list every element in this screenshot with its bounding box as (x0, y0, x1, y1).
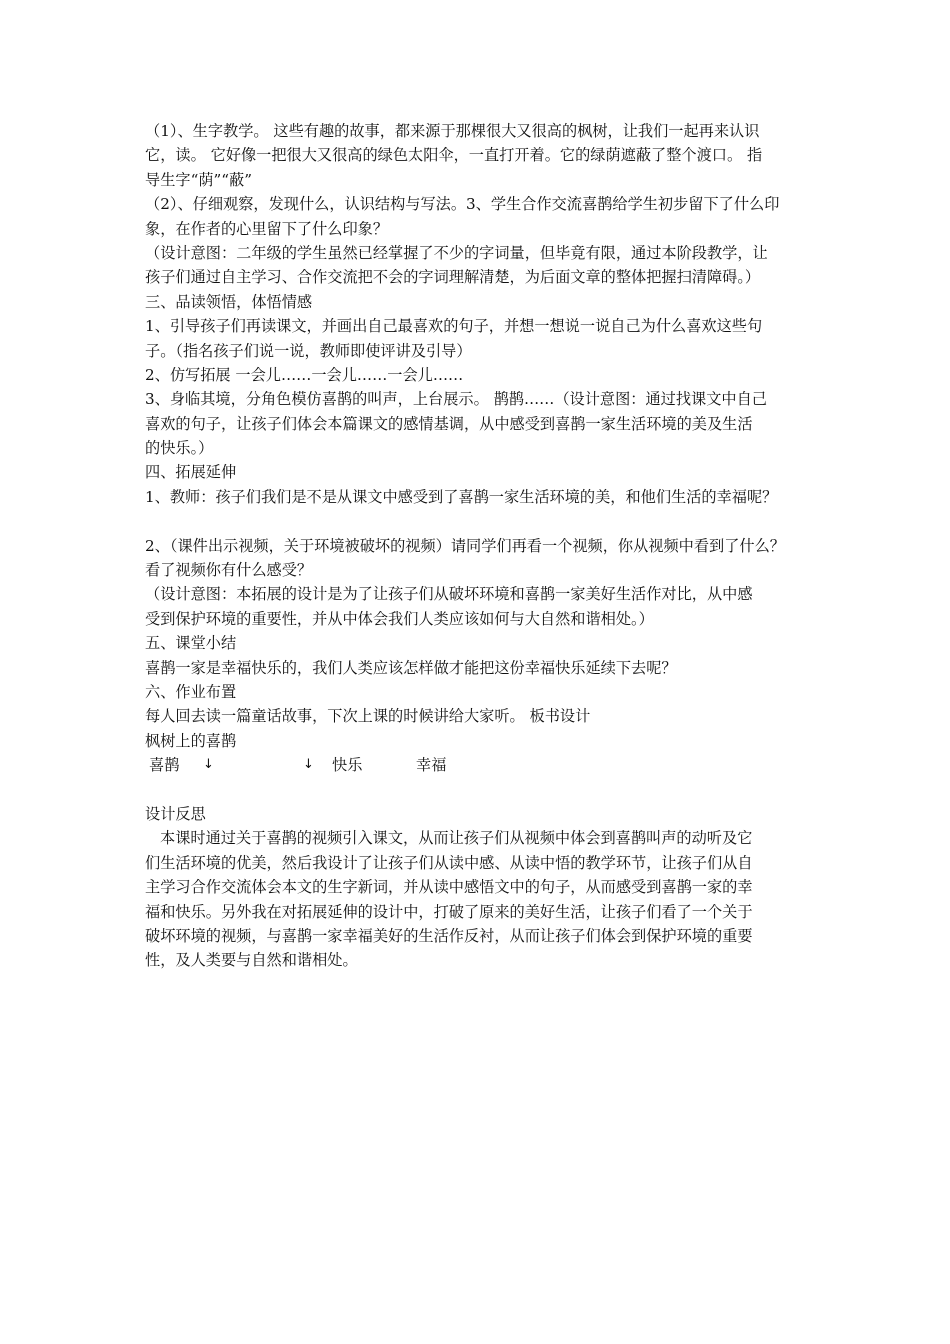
section-heading: 六、作业布置 (145, 682, 237, 701)
section-heading: 三、品读领悟，体悟情感 (145, 292, 313, 311)
section-heading: 四、拓展延伸 (145, 463, 237, 482)
text-line: 看了视频你有什么感受？ (145, 561, 313, 580)
section-heading: 五、课堂小结 (145, 634, 237, 653)
text-line: 导生字“荫”“蔽” (145, 170, 252, 189)
reflection-title: 设计反思 (145, 804, 206, 823)
text-line: 受到保护环境的重要性，并从中体会我们人类应该如何与大自然和谐相处。） (145, 609, 654, 628)
reflection-line: 们生活环境的优美，然后我设计了让孩子们从读中感、从读中悟的教学环节，让孩子们从自 (145, 853, 753, 872)
board-word-xingfu: 幸福 (416, 756, 447, 775)
text-line: 每人回去读一篇童话故事，下次上课的时候讲给大家听。 板书设计 (145, 707, 591, 726)
text-line: 1、教师：孩子们我们是不是从课文中感受到了喜鹊一家生活环境的美，和他们生活的幸福呢？ (145, 487, 778, 506)
blank-line (145, 778, 825, 802)
down-arrow-icon: ↓ (203, 757, 214, 773)
text-line: 的快乐。） (145, 439, 214, 458)
text-line: （设计意图：二年级的学生虽然已经掌握了不少的字词量，但毕竟有限，通过本阶段教学，让 (145, 243, 768, 262)
text-line: 喜欢的句子，让孩子们体会本篇课文的感情基调，从中感受到喜鹊一家生活环境的美及生活 (145, 414, 753, 433)
text-line: 2、（课件出示视频，关于环境被破坏的视频）请同学们再看一个视频，你从视频中看到了什么？ (145, 536, 785, 555)
text-line: 2、仿写拓展 一会儿……一会儿……一会儿…… (145, 365, 464, 384)
text-line: 子。（指名孩子们说一说，教师即使评讲及引导） (145, 341, 472, 360)
board-title: 枫树上的喜鹊 (145, 731, 237, 750)
text-line: 象，在作者的心里留下了什么印象？ (145, 219, 388, 238)
board-word-kuaile: 快乐 (332, 756, 363, 775)
reflection-line: 破坏环境的视频，与喜鹊一家幸福美好的生活作反衬，从而让孩子们体会到保护环境的重要 (145, 926, 753, 945)
reflection-line: 主学习合作交流体会本文的生字新词，并从读中感悟文中的句子，从而感受到喜鹊一家的幸 (145, 878, 753, 897)
text-line: 孩子们通过自主学习、合作交流把不会的字词理解清楚，为后面文章的整体把握扫清障碍。） (145, 268, 761, 287)
reflection-line: 本课时通过关于喜鹊的视频引入课文，从而让孩子们从视频中体会到喜鹊叫声的动听及它 (160, 829, 753, 848)
text-line: （设计意图：本拓展的设计是为了让孩子们从破坏环境和喜鹊一家美好生活作对比，从中感 (145, 585, 753, 604)
text-line: 它，读。 它好像一把很大又很高的绿色太阳伞，一直打开着。它的绿荫遮蔽了整个渡口。 指 (145, 146, 763, 165)
text-line: 1、引导孩子们再读课文，并画出自己最喜欢的句子，并想一想说一说自己为什么喜欢这些句 (145, 317, 763, 336)
board-design-row (145, 753, 825, 777)
text-line: 3、身临其境，分角色模仿喜鹊的叫声，上台展示。 鹊鹊……（设计意图：通过找课文中自己 (145, 390, 767, 409)
blank-line (145, 509, 825, 533)
text-line: （2）、仔细观察，发现什么，认识结构与写法。3、学生合作交流喜鹊给学生初步留下了什么印 (145, 195, 780, 214)
board-word-xique: 喜鹊 (149, 756, 180, 775)
document-page (145, 119, 825, 973)
reflection-line: 福和快乐。另外我在对拓展延伸的设计中，打破了原来的美好生活，让孩子们看了一个关于 (145, 902, 753, 921)
text-line: 喜鹊一家是幸福快乐的，我们人类应该怎样做才能把这份幸福快乐延续下去呢？ (145, 658, 677, 677)
down-arrow-icon: ↓ (303, 757, 314, 773)
reflection-line: 性，及人类要与自然和谐相处。 (145, 951, 358, 970)
text-line: （1）、生字教学。 这些有趣的故事，都来源于那棵很大又很高的枫树，让我们一起再来认识 (145, 122, 760, 140)
